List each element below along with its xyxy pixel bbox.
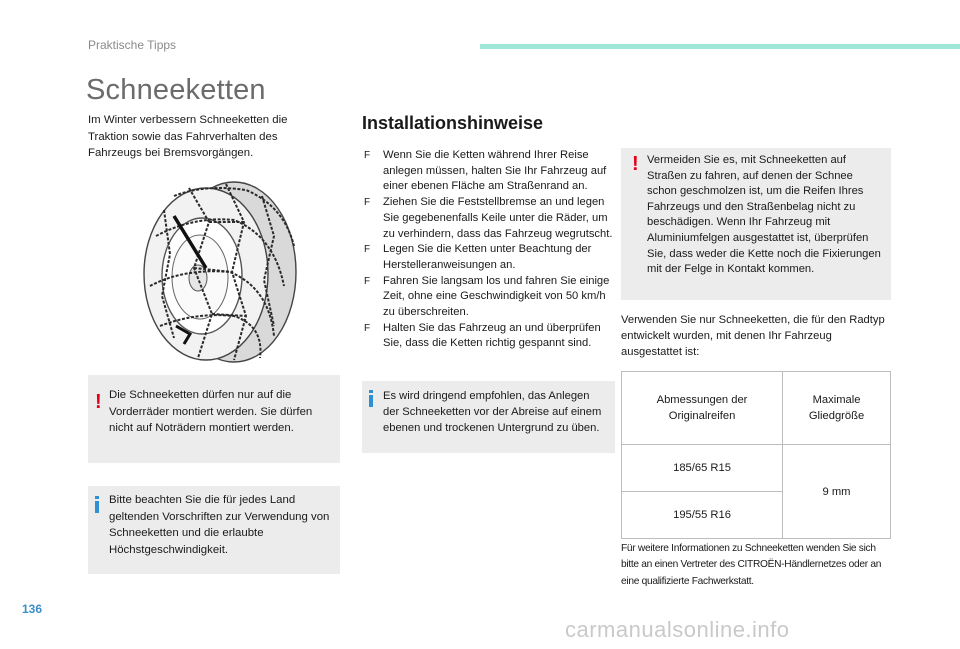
info-text: Bitte beachten Sie die für jedes Land geltenden Vorschriften zur Verwendung von Schneeketten und die erlaubte Höchstgeschwindigkeit. — [109, 494, 330, 556]
table-header-row — [622, 372, 891, 445]
info-box-regulations — [88, 486, 340, 574]
warning-text: Die Schneeketten dürfen nur auf die Vorderräder montiert werden. Sie dürfen nicht auf Noträdern montiert werden. — [109, 389, 313, 434]
bullet-icon: F — [364, 244, 371, 256]
warning-icon: ! — [95, 391, 102, 413]
bullet-icon: F — [364, 275, 371, 287]
installation-steps — [362, 148, 620, 352]
warning-icon: ! — [632, 153, 639, 175]
page-title: Schneeketten — [86, 74, 266, 106]
bullet-icon: F — [364, 197, 371, 209]
page-number: 136 — [22, 602, 43, 616]
bullet-icon: F — [364, 150, 371, 161]
max-link-size-cell: 9 mm — [783, 445, 891, 539]
tyre-size-cell: 195/55 R16 — [622, 492, 783, 539]
list-item: F Halten Sie das Fahrzeug an und überprüfen Sie, dass die Ketten richtig gespannt sind. — [364, 321, 601, 350]
list-item: F Wenn Sie die Ketten während Ihrer Reise anlegen müssen, halten Sie Ihr Fahrzeug auf einer ebenen Fläche am Straßenrand an. — [364, 149, 607, 193]
header-cell-link-size: Maximale Gliedgröße — [783, 372, 891, 445]
section-label: Praktische Tipps — [88, 38, 177, 52]
warning-box-front-wheels — [88, 375, 340, 463]
list-item: F Ziehen Sie die Feststellbremse an und legen Sie gegebenenfalls Keile unter die Räder, um zu verhindern, dass das Fahrzeug wegrutscht. — [364, 196, 613, 240]
wheel-with-snow-chain-icon — [134, 176, 302, 368]
info-icon — [369, 390, 373, 406]
tyre-intro-paragraph: Verwenden Sie nur Schneeketten, die für den Radtyp entwickelt wurden, mit denen Ihr Fahrzeug ausgestattet ist: — [621, 314, 885, 359]
header-accent-bar — [480, 44, 960, 49]
list-item: F Fahren Sie langsam los und fahren Sie einige Zeit, ohne eine Geschwindigkeit von 50 km/h zu überschreiten. — [364, 274, 610, 319]
footnote: Für weitere Informationen zu Schneeketten wenden Sie sich bitte an einen Vertreter des CITROËN-Händlernetzes oder an eine qualifizierte Fachwerkstatt. — [621, 543, 882, 587]
table-row — [622, 445, 891, 492]
intro-paragraph: Im Winter verbessern Schneeketten die Traktion sowie das Fahrverhalten des Fahrzeugs bei Bremsvorgängen. — [88, 114, 288, 159]
info-box-practice — [362, 381, 615, 453]
info-text: Es wird dringend empfohlen, das Anlegen der Schneeketten vor der Abreise auf einem ebenen und trockenen Untergrund zu üben. — [383, 390, 602, 434]
tyre-dimensions-table — [621, 371, 891, 539]
list-item: F Legen Sie die Ketten unter Beachtung der Herstelleranweisungen an. — [364, 243, 592, 271]
tyre-size-cell: 185/65 R15 — [622, 445, 783, 492]
warning-box-melted-snow — [621, 148, 891, 300]
watermark: carmanualsonline.info — [565, 617, 790, 642]
bullet-icon: F — [364, 322, 371, 334]
warning-text: Vermeiden Sie es, mit Schneeketten auf Straßen zu fahren, auf denen der Schnee schon geschmolzen ist, um die Reifen Ihres Fahrzeugs und den Straßenbelag nicht zu beschädigen. Wenn Ihr Fahrzeug mit Aluminiumfelgen ausgestattet ist, überprüfen Sie, dass weder die Kette noch die Fixierungen mit der Felge in Kontakt kommen. — [647, 154, 881, 276]
installation-heading: Installationshinweise — [362, 113, 544, 133]
info-icon — [95, 496, 99, 512]
header-cell-dimensions: Abmessungen der Originalreifen — [622, 372, 783, 445]
